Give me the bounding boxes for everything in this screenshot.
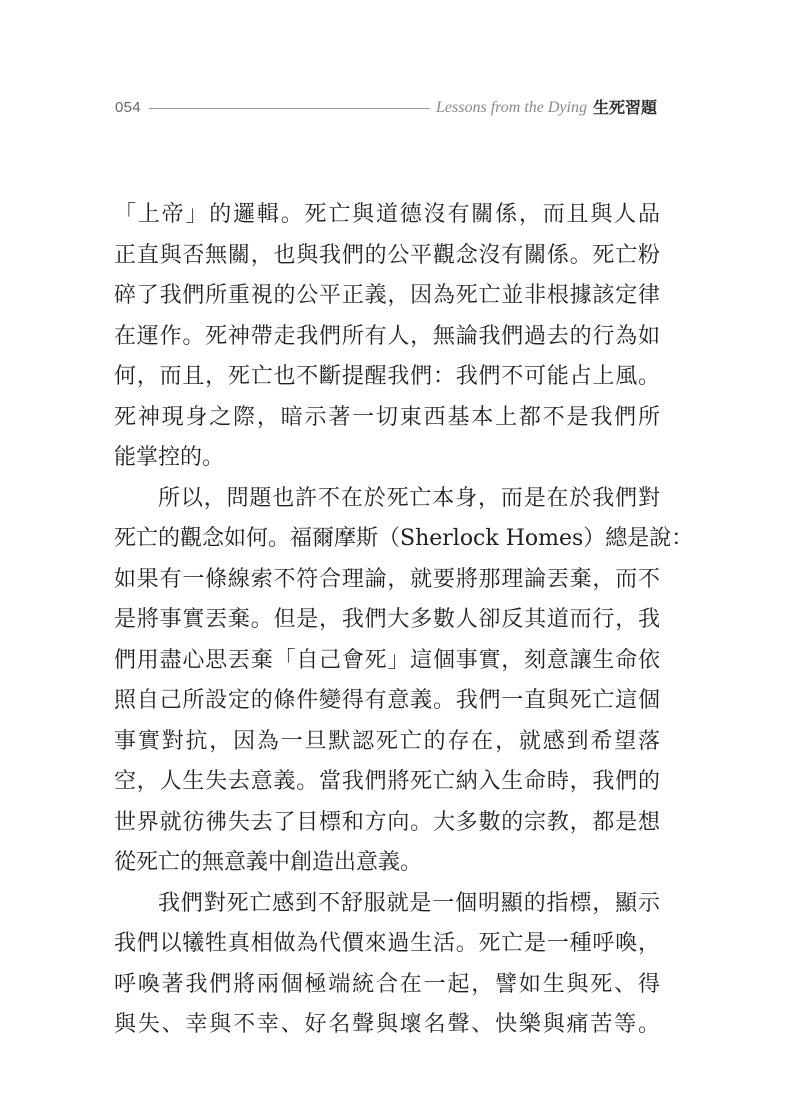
text-line: 死亡的觀念如何。福爾摩斯（Sherlock Homes）總是說： [114, 526, 694, 551]
text-line: 碎了我們所重視的公平正義，因為死亡並非根據該定律 [114, 283, 660, 308]
text-line: 正直與否無關，也與我們的公平觀念沒有關係。死亡粉 [114, 242, 660, 268]
text-line: 「上帝」的邏輯。死亡與道德沒有關係，而且與人品 [114, 202, 660, 227]
text-line: 們用盡心思丟棄「自己會死」這個事實，刻意讓生命依 [114, 647, 660, 673]
text-line: 何，而且，死亡也不斷提醒我們：我們不可能占上風。 [114, 364, 660, 389]
text-line: 照自己所設定的條件變得有意義。我們一直與死亡這個 [114, 688, 660, 713]
running-header [115, 96, 657, 120]
text-line: 呼喚著我們將兩個極端統合在一起，譬如生與死、得 [114, 971, 660, 997]
page-number: 054 [115, 99, 141, 116]
text-line: 事實對抗，因為一旦默認死亡的存在，就感到希望落 [114, 728, 660, 754]
running-title-chinese: 生死習題 [592, 98, 657, 117]
text-line: 空，人生失去意義。當我們將死亡納入生命時，我們的 [114, 769, 660, 794]
text-line: 與失、幸與不幸、好名聲與壞名聲、快樂與痛苦等。 [114, 1012, 660, 1037]
running-title-english: Lessons from the Dying [436, 99, 587, 116]
text-line: 在運作。死神帶走我們所有人，無論我們過去的行為如 [114, 323, 660, 349]
text-line: 能掌控的。 [114, 445, 225, 470]
text-line: 從死亡的無意義中創造出意義。 [114, 850, 423, 875]
text-line: 所以，問題也許不在於死亡本身，而是在於我們對 [158, 485, 660, 511]
text-line: 我們以犧牲真相做為代價來過生活。死亡是一種呼喚， [114, 931, 660, 956]
body-text [114, 195, 694, 1046]
text-line: 我們對死亡感到不舒服就是一個明顯的指標，顯示 [158, 890, 660, 916]
text-line: 如果有一條線索不符合理論，就要將那理論丟棄，而不 [114, 566, 660, 592]
text-line: 是將事實丟棄。但是，我們大多數人卻反其道而行，我 [114, 607, 660, 632]
text-line: 死神現身之際，暗示著一切東西基本上都不是我們所 [114, 404, 660, 430]
text-line: 世界就彷彿失去了目標和方向。大多數的宗教，都是想 [114, 809, 660, 835]
header-rule [149, 108, 430, 109]
